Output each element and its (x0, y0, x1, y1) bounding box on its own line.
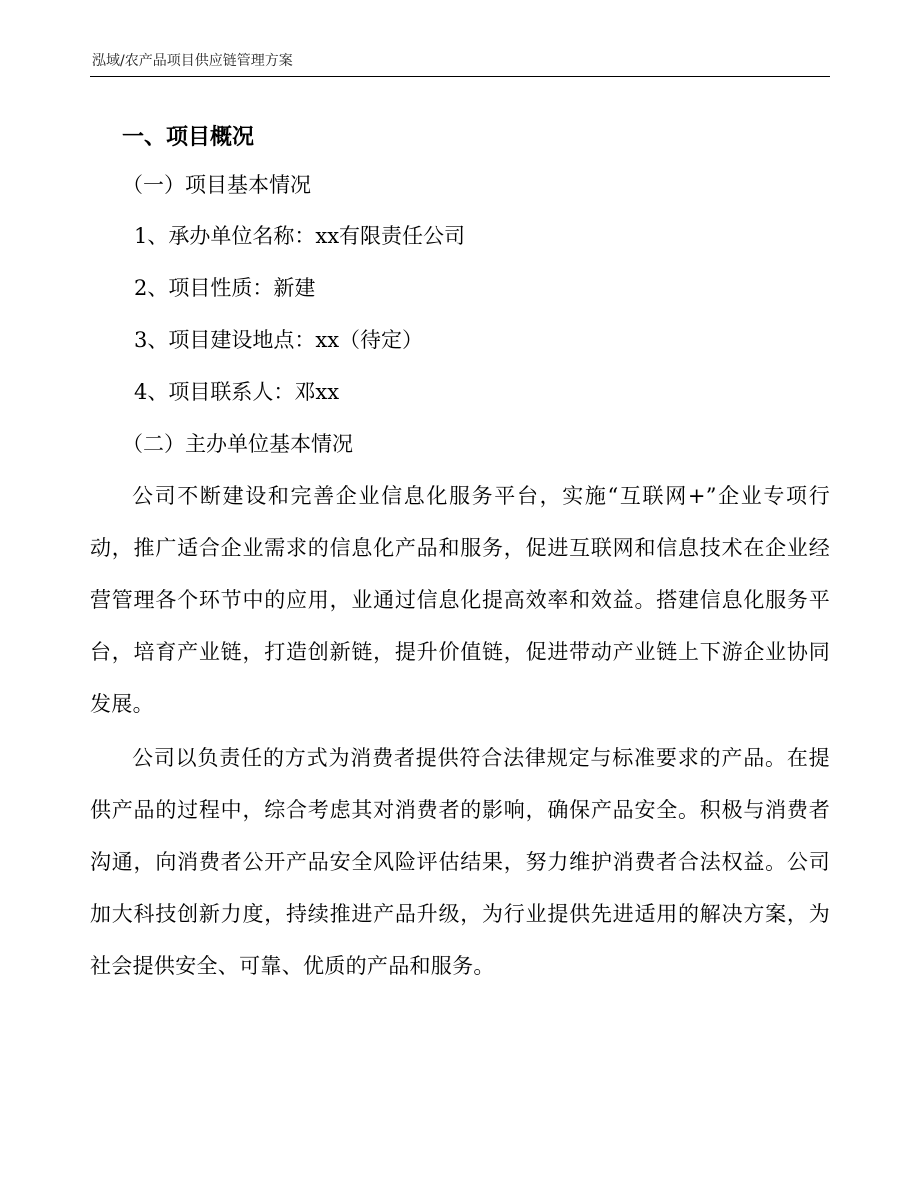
section-heading: 一、项目概况 (122, 125, 255, 150)
info-item-contact: 4、项目联系人：邓xx (134, 380, 340, 404)
running-header: 泓域/农产品项目供应链管理方案 (92, 53, 293, 69)
header-divider (90, 76, 830, 77)
info-item-undertaker: 1、承办单位名称：xx有限责任公司 (134, 224, 466, 248)
info-item-nature: 2、项目性质：新建 (134, 276, 316, 300)
body-paragraph-1: 公司不断建设和完善企业信息化服务平台，实施“互联网+”企业专项行动，推广适合企业需求的信息化产品和服务，促进互联网和信息技术在企业经营管理各个环节中的应用，业通过信息化提高效率和效益。搭建信息化服务平台，培育产业链，打造创新链，提升价值链，促进带动产业链上下游企业协同发展。 (90, 484, 830, 716)
body-paragraph-2: 公司以负责任的方式为消费者提供符合法律规定与标准要求的产品。在提供产品的过程中，综合考虑其对消费者的影响，确保产品安全。积极与消费者沟通，向消费者公开产品安全风险评估结果，努力维护消费者合法权益。公司加大科技创新力度，持续推进产品升级，为行业提供先进适用的解决方案，为社会提供安全、可靠、优质的产品和服务。 (90, 746, 830, 978)
info-item-location: 3、项目建设地点：xx（待定） (134, 328, 424, 352)
subsection-heading-2: （二）主办单位基本情况 (122, 432, 353, 456)
subsection-heading-1: （一）项目基本情况 (122, 173, 311, 197)
